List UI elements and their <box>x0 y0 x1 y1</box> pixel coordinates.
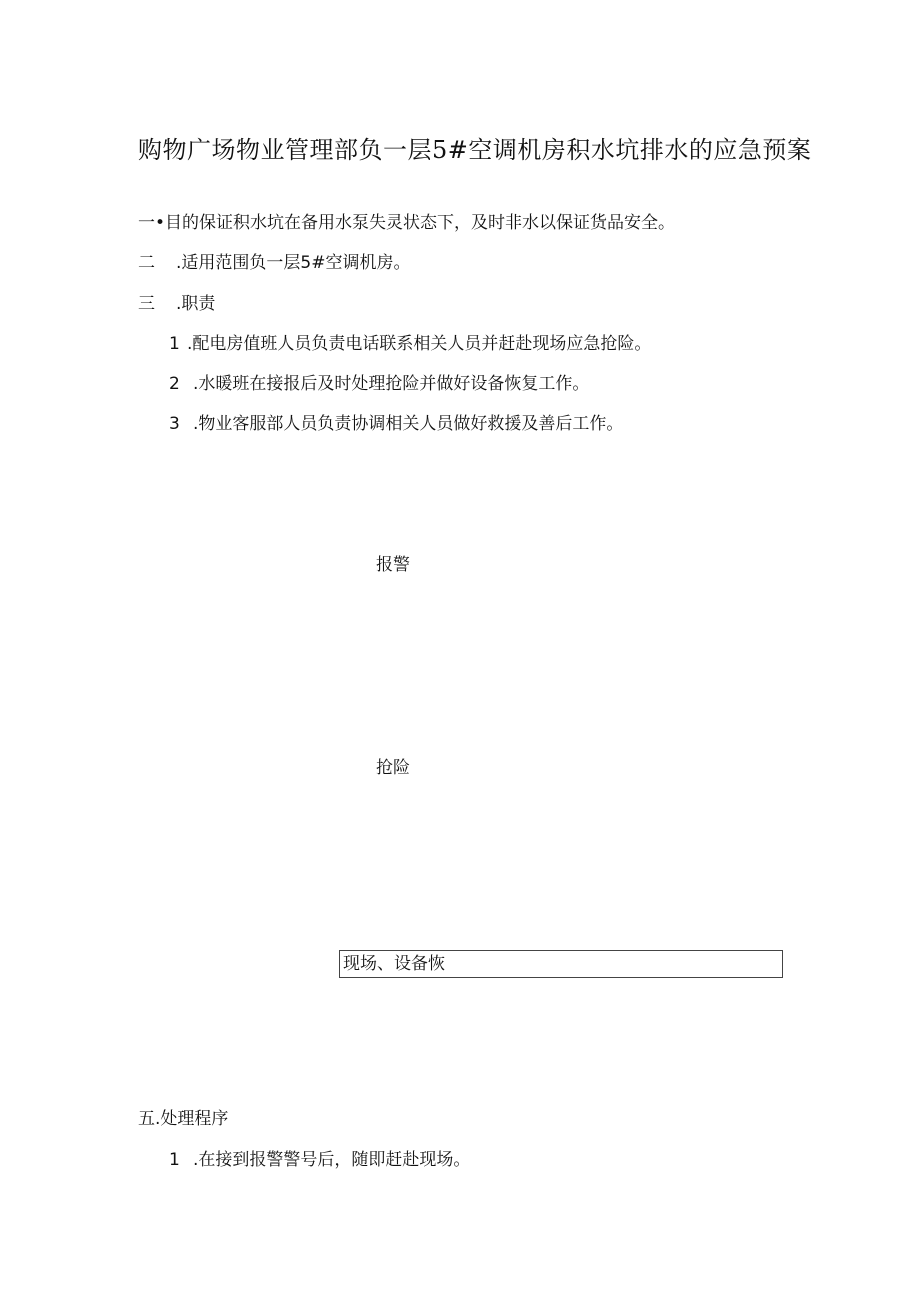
duties-text: .职责 <box>176 294 216 314</box>
scope-text: .适用范围负一层5#空调机房。 <box>176 253 411 273</box>
duty-item-number: 1 <box>169 334 180 354</box>
procedure-item-number: 1 <box>169 1150 180 1170</box>
duty-item-number: 2 <box>169 374 180 394</box>
flow-step-recovery-label: 现场、设备恢 <box>343 954 445 974</box>
duty-item-text: .配电房值班人员负责电话联系相关人员并赶赴现场应急抢险。 <box>187 334 652 354</box>
duties-line <box>138 289 215 314</box>
purpose-marker: 一• <box>138 213 166 233</box>
scope-marker: 二 <box>138 253 155 273</box>
duties-marker: 三 <box>138 294 155 314</box>
procedure-heading: 五.处理程序 <box>138 1109 229 1129</box>
flow-step-alarm: 报警 <box>376 555 410 575</box>
duty-item-text: .物业客服部人员负责协调相关人员做好救援及善后工作。 <box>193 414 624 434</box>
duty-item-1 <box>169 329 651 354</box>
document-title: 购物广场物业管理部负一层5#空调机房积水坑排水的应急预案 <box>138 136 812 164</box>
procedure-item-1 <box>169 1145 470 1170</box>
flow-step-recovery-box <box>339 950 783 978</box>
duty-item-text: .水暖班在接报后及时处理抢险并做好设备恢复工作。 <box>193 374 590 394</box>
duty-item-2 <box>169 369 589 394</box>
scope-line <box>138 248 410 273</box>
duty-item-3 <box>169 409 623 434</box>
procedure-item-text: .在接到报警警号后，随即赶赴现场。 <box>193 1150 471 1170</box>
duty-item-number: 3 <box>169 414 180 434</box>
purpose-line <box>138 208 675 233</box>
flow-step-rescue: 抢险 <box>376 758 410 778</box>
purpose-text: 目的保证积水坑在备用水泵失灵状态下，及时非水以保证货品安全。 <box>165 213 676 233</box>
